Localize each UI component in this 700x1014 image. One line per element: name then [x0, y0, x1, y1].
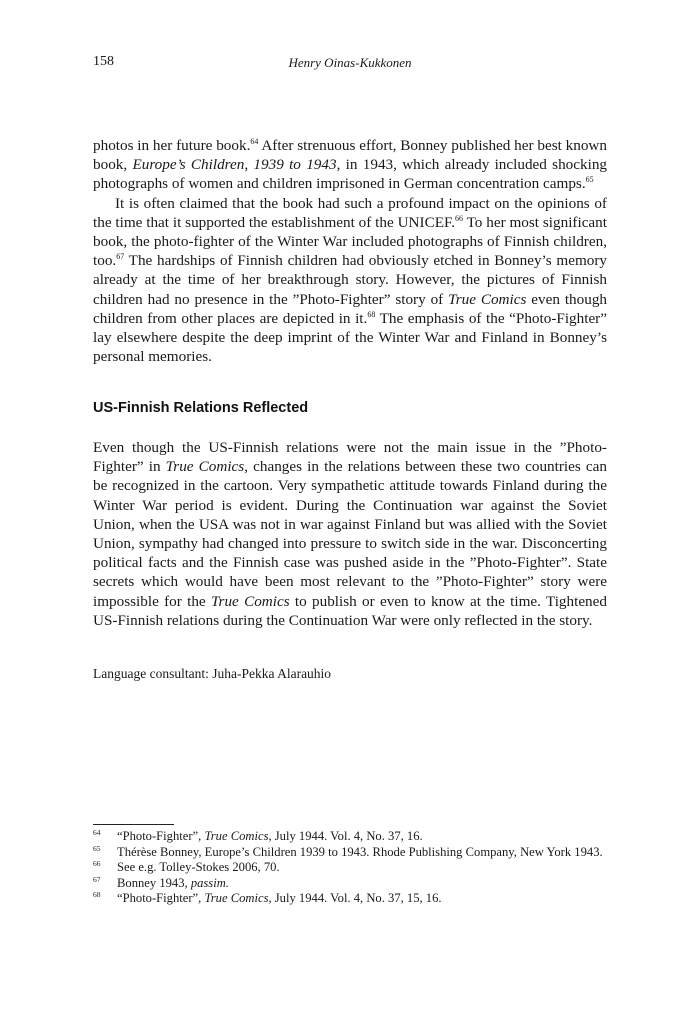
text-run: to publish or even to know at the time. Tightened US-Finnish relations during the Continuation War were only reflected in the story.	[93, 592, 607, 629]
text-run: It is often claimed that the book had such a profound impact on the opinions of the time that it supported the establishment of the UNICEF.	[93, 194, 607, 231]
footnote-ref: 68	[367, 309, 376, 319]
footnote-number: 65	[93, 843, 101, 853]
footnote-italic: True Comics	[204, 891, 269, 906]
footnote-text: Thérèse Bonney, Europe’s Children 1939 to 1943. Rhode Publishing Company, New York 1943.	[117, 844, 603, 859]
footnote	[93, 876, 607, 892]
section-heading: US-Finnish Relations Reflected	[93, 400, 309, 416]
publication-title: True Comics	[448, 290, 527, 308]
book-title: Europe’s Children, 1939 to 1943	[132, 156, 337, 174]
paragraph	[93, 194, 607, 367]
footnote-text: Bonney 1943,	[117, 875, 191, 890]
text-run: To her most significant book, the photo-fighter of the Winter War included photographs of Finnish children, too.	[93, 213, 607, 270]
publication-title: True Comics	[210, 592, 290, 610]
language-consultant-note: Language consultant: Juha-Pekka Alarauhio	[93, 666, 332, 681]
paragraph	[93, 438, 607, 630]
body-text	[93, 136, 607, 366]
footnote	[93, 891, 607, 907]
footnote-text: , July 1944. Vol. 4, No. 37, 15, 16.	[268, 891, 442, 906]
footnotes	[93, 829, 607, 907]
text-run: , changes in the relations between these two countries can be recognized in the cartoon. Very sympathetic attitude towards Finland during the Winter War period is evident. During the Continuation war against the Soviet Union, when the USA was not in war against Finland but was allied with the Soviet Union, sympathy had changed into pressure to switch side in the war. Disconcerting political facts and the Finnish case was pushed aside in the ”Photo-Fighter”. State secrets which would have been most relevant to the ”Photo-Fighter” story were impossible for the	[93, 458, 607, 610]
footnote-italic: passim.	[190, 875, 229, 890]
footnote-text: “Photo-Fighter”,	[117, 829, 205, 843]
running-head-author: Henry Oinas-Kukkonen	[288, 55, 412, 70]
footnote-ref: 65	[585, 175, 594, 185]
footnote-text: “Photo-Fighter”,	[117, 891, 205, 906]
text-run: The hardships of Finnish children had obviously etched in Bonney’s memory already at the time of her breakthrough story. However, the pictures of Finnish children had no presence in the ”Photo-Fighter” story of	[93, 252, 607, 308]
page-number: 158	[93, 54, 114, 69]
footnote-ref: 64	[250, 137, 259, 146]
running-head	[93, 54, 607, 74]
footnote-number: 68	[93, 890, 101, 900]
text-run: Even though the US-Finnish relations were not the main issue in the ”Photo-Fighter” in	[93, 439, 607, 476]
footnote-ref: 67	[116, 252, 125, 262]
footnote	[93, 860, 607, 876]
footnote	[93, 845, 607, 861]
paragraph	[93, 136, 607, 194]
footnote-ref: 66	[455, 213, 464, 223]
publication-title: True Comics	[165, 458, 245, 476]
section-text	[93, 438, 607, 630]
text-run: even though children from other places are depicted in it.	[93, 290, 608, 327]
text-run: , in 1943, which already included shocking photographs of women and children imprisoned in German concentration camps.	[93, 156, 608, 193]
text-run: After strenuous effort, Bonney published her best known book,	[93, 137, 607, 174]
footnote	[93, 829, 607, 845]
footnote-rule	[93, 824, 174, 825]
footnote-number: 67	[93, 874, 101, 884]
text-run: photos in her future book.	[93, 137, 251, 154]
footnote-number: 64	[93, 828, 101, 837]
footnote-text: See e.g. Tolley-Stokes 2006, 70.	[117, 860, 280, 875]
footnote-italic: True Comics	[204, 829, 269, 843]
text-run: The emphasis of the “Photo-Fighter” lay elsewhere despite the deep imprint of the Winter War and Finland in Bonney’s personal memories.	[93, 309, 607, 366]
footnote-text: , July 1944. Vol. 4, No. 37, 16.	[268, 829, 423, 843]
footnote-number: 66	[93, 859, 101, 869]
